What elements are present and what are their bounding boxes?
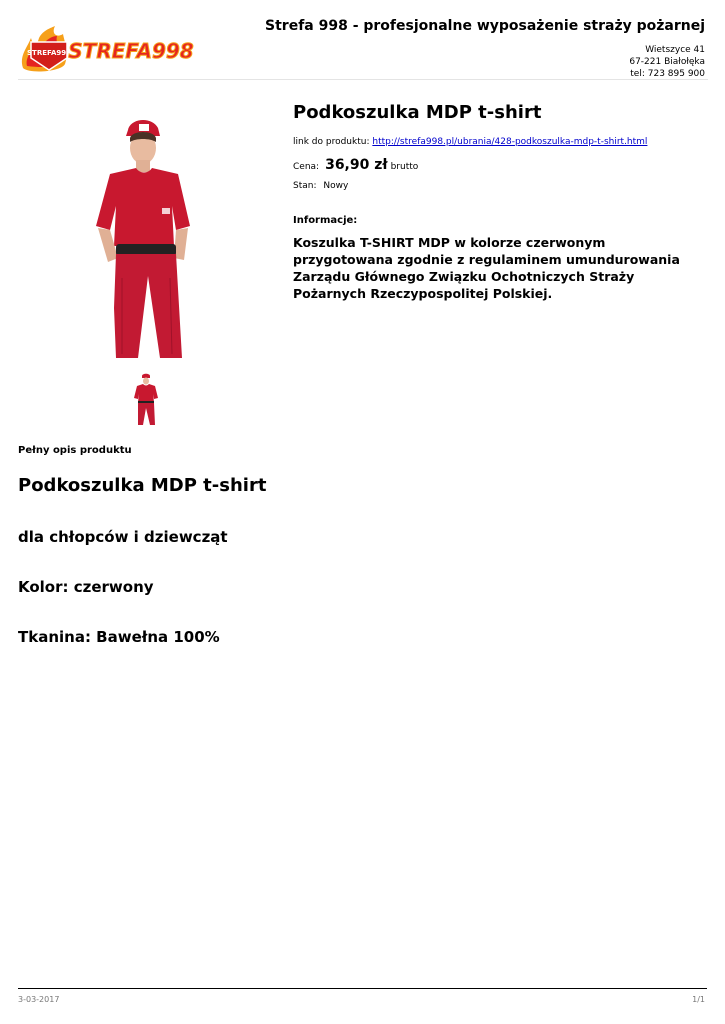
svg-text:STREFA998: STREFA998	[27, 49, 71, 57]
strefa998-logo[interactable]	[17, 24, 195, 74]
footer-date: 3-03-2017	[18, 995, 60, 1004]
site-title: Strefa 998 - profesjonalne wyposażenie straży pożarnej	[265, 18, 705, 34]
product-info	[293, 100, 708, 302]
full-description-label: Pełny opis produktu	[18, 445, 132, 456]
price-label: Cena:	[293, 162, 320, 172]
product-photo[interactable]	[78, 108, 236, 363]
condition-label: Stan:	[293, 181, 317, 191]
product-title: Podkoszulka MDP t-shirt	[293, 102, 542, 123]
condition-value: Nowy	[323, 181, 349, 191]
info-text: Koszulka T-SHIRT MDP w kolorze czerwonym przygotowana zgodnie z regulaminem umundurowania Zarządu Głównego Związku Ochotniczych Straży Pożarnych Rzeczypospolitej Polskiej.	[293, 235, 680, 301]
product-thumbnail[interactable]	[130, 372, 162, 426]
address-street: Wietszyce 41	[645, 45, 705, 55]
address-city: 67-221 Białołęka	[629, 57, 705, 67]
price-value: 36,90 zł	[325, 157, 388, 173]
price-suffix: brutto	[390, 162, 419, 172]
description-line-fabric: Tkanina: Bawełna 100%	[18, 628, 220, 646]
product-link-label: link do produktu:	[293, 137, 370, 147]
description-heading: Podkoszulka MDP t-shirt	[18, 475, 267, 496]
address-phone: tel: 723 895 900	[630, 69, 705, 79]
description-line-audience: dla chłopców i dziewcząt	[18, 528, 228, 546]
svg-text:STREFA998: STREFA998	[68, 39, 194, 63]
condition-row	[293, 181, 708, 191]
header-divider	[18, 79, 708, 80]
product-link[interactable]: http://strefa998.pl/ubrania/428-podkoszulka-mdp-t-shirt.html	[372, 137, 648, 147]
page-header	[0, 0, 725, 80]
footer-divider	[18, 988, 707, 989]
shop-address	[629, 44, 705, 80]
footer-page-number: 1/1	[692, 995, 705, 1004]
product-link-row	[293, 137, 708, 147]
description-line-color: Kolor: czerwony	[18, 578, 154, 596]
info-label: Informacje:	[293, 215, 358, 226]
price-row	[293, 157, 708, 173]
